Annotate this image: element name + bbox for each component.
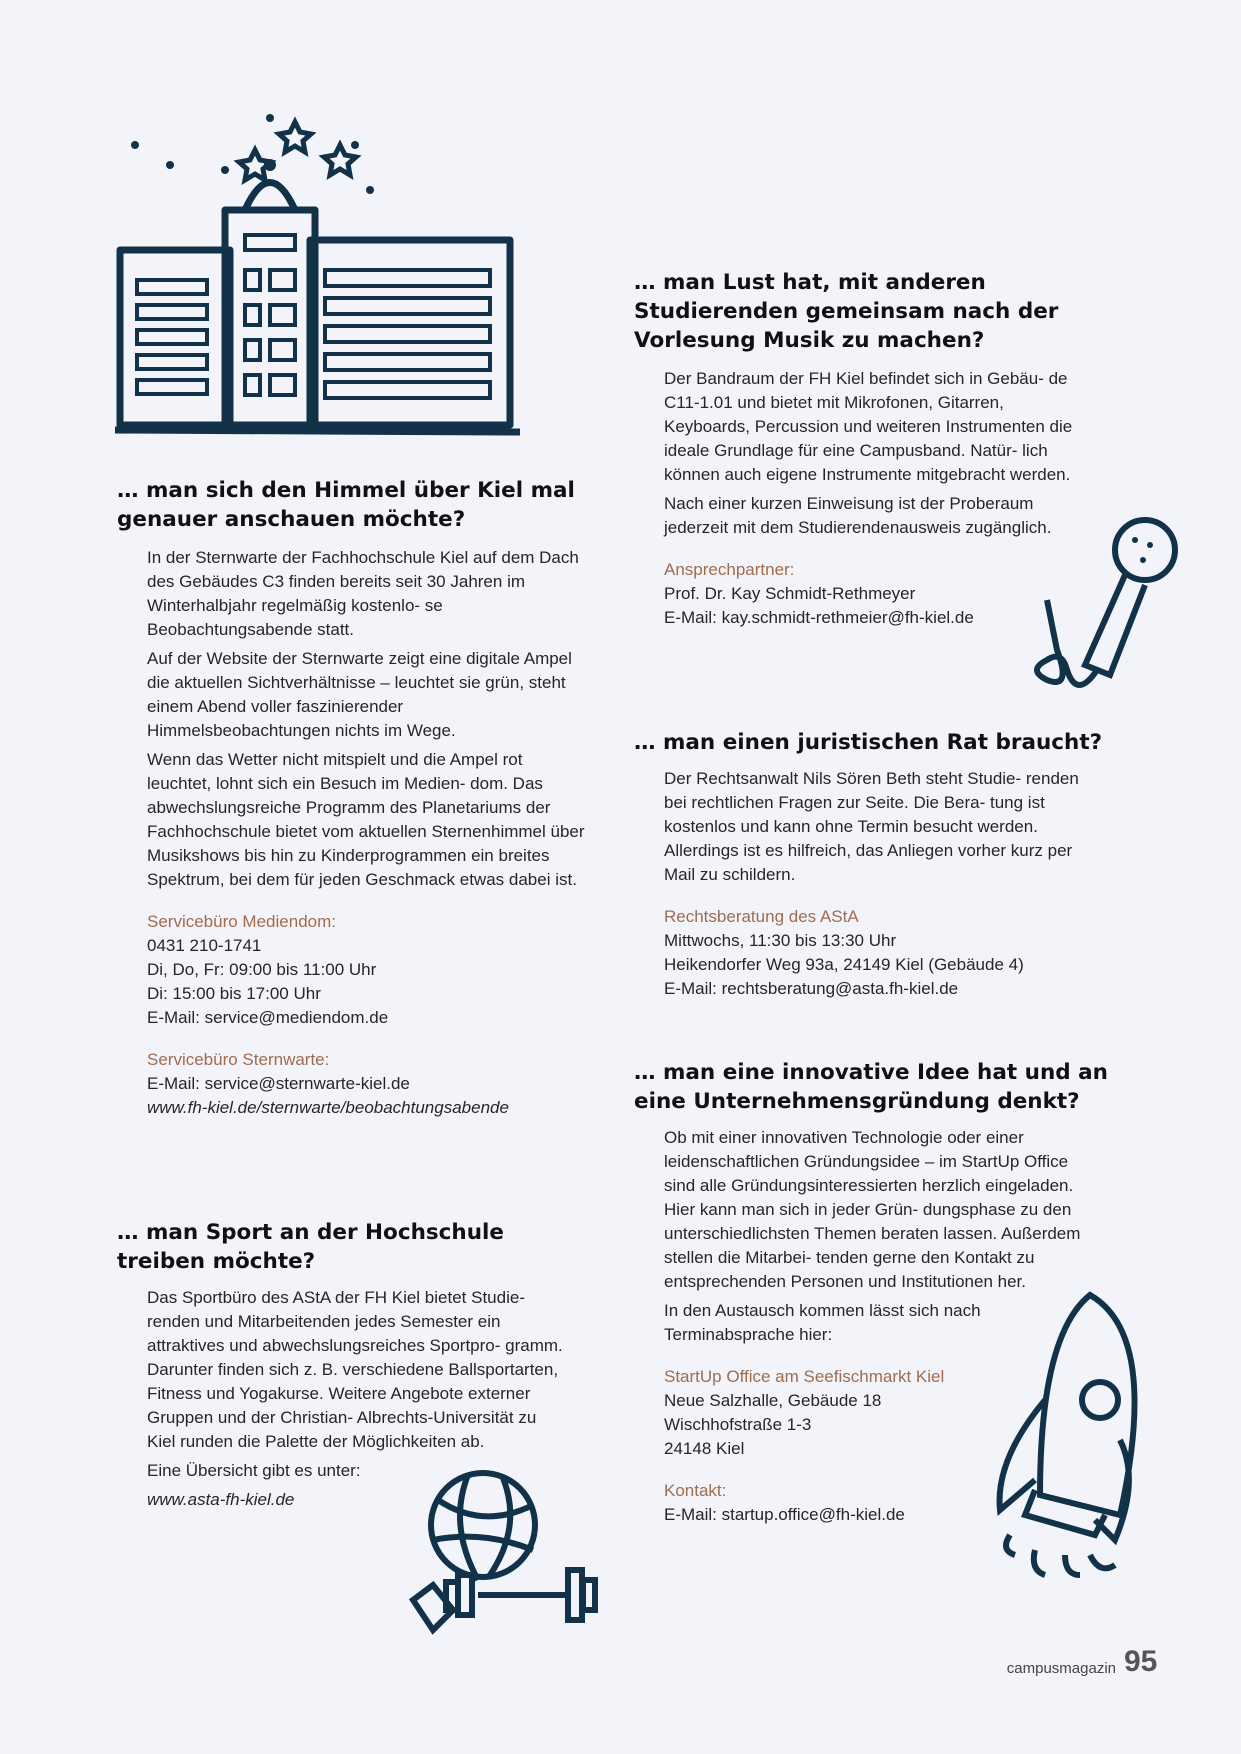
contact-hours: Di: 15:00 bis 17:00 Uhr <box>147 984 321 1003</box>
paragraph: Wenn das Wetter nicht mitspielt und die Ampel rot leuchtet, lohnt sich ein Besuch im Medien- dom. Das abwechslungsreiche Programm des Planetariums der Fachhochschule bietet vom aktuellen Sternenhimmel über Musikshows bis hin zu Kinderprogrammen ein breites Spektrum, bei dem für jeden Geschmack etwas dabei ist. <box>147 750 585 889</box>
website-link[interactable]: www.fh-kiel.de/sternwarte/beobachtungsabende <box>147 1098 509 1117</box>
sport-equipment-illustration <box>408 1470 623 1635</box>
paragraph: Auf der Website der Sternwarte zeigt eine digitale Ampel die aktuellen Sichtverhältnisse – leuchtet sie grün, steht einem Abend voller faszinierender Himmelsbeobachtungen nichts im Wege. <box>147 649 572 740</box>
section-heading: … man sich den Himmel über Kiel mal genauer anschauen möchte? <box>117 478 575 532</box>
contact-label: StartUp Office am Seefischmarkt Kiel <box>664 1367 945 1386</box>
page-number: 95 <box>1124 1645 1158 1678</box>
section-heading: … man einen juristischen Rat braucht? <box>634 730 1103 755</box>
contact-hours: Mittwochs, 11:30 bis 13:30 Uhr <box>664 931 897 950</box>
contact-email: E-Mail: service@sternwarte-kiel.de <box>147 1074 410 1093</box>
section-sternwarte <box>117 476 587 1120</box>
contact-label: Rechtsberatung des AStA <box>664 907 859 926</box>
contact-name: Prof. Dr. Kay Schmidt-Rethmeyer <box>664 584 916 603</box>
paragraph: Eine Übersicht gibt es unter: <box>147 1461 361 1480</box>
section-sport <box>117 1218 587 1512</box>
contact-address: 24148 Kiel <box>664 1439 745 1458</box>
section-heading: … man eine innovative Idee hat und an eine Unternehmensgründung denkt? <box>634 1060 1108 1114</box>
contact-address: Heikendorfer Weg 93a, 24149 Kiel (Gebäude 4) <box>664 955 1024 974</box>
rocket-illustration <box>990 1290 1170 1595</box>
contact-label: Servicebüro Mediendom: <box>147 912 336 931</box>
website-link[interactable]: www.asta-fh-kiel.de <box>147 1490 295 1509</box>
section-heading: … man Sport an der Hochschule treiben möchte? <box>117 1220 504 1274</box>
contact-label: Kontakt: <box>664 1481 727 1500</box>
contact-phone: 0431 210-1741 <box>147 936 262 955</box>
contact-email: E-Mail: rechtsberatung@asta.fh-kiel.de <box>664 979 959 998</box>
contact-email: E-Mail: kay.schmidt-rethmeier@fh-kiel.de <box>664 608 974 627</box>
contact-address: Wischhofstraße 1-3 <box>664 1415 812 1434</box>
observatory-illustration <box>115 110 525 440</box>
microphone-illustration <box>1025 515 1185 700</box>
contact-email: E-Mail: startup.office@fh-kiel.de <box>664 1505 905 1524</box>
magazine-label: campusmagazin <box>1006 1660 1116 1677</box>
contact-label: Ansprechpartner: <box>664 560 795 579</box>
contact-email: E-Mail: service@mediendom.de <box>147 1008 389 1027</box>
section-heading: … man Lust hat, mit anderen Studierenden gemeinsam nach der Vorlesung Musik zu machen? <box>634 270 1059 353</box>
paragraph: In den Austausch kommen lässt sich nach Terminabsprache hier: <box>664 1301 981 1344</box>
paragraph: In der Sternwarte der Fachhochschule Kiel auf dem Dach des Gebäudes C3 finden bereits seit 30 Jahren im Winterhalbjahr regelmäßig kostenlo- se Beobachtungsabende statt. <box>147 548 579 639</box>
contact-address: Neue Salzhalle, Gebäude 18 <box>664 1391 882 1410</box>
section-rechtsberatung <box>634 728 1124 1001</box>
paragraph: Das Sportbüro des AStA der FH Kiel bietet Studie- renden und Mitarbeitenden jedes Semester ein attraktives und abwechslungsreiches Sportpro- gramm. Darunter finden sich z. B. verschiedene Ballsportarten, Fitness und Yogakurse. Weitere Angebote externer Gruppen und der Christian- Albrechts-Universität zu Kiel runden die Palette der Möglichkeiten ab. <box>147 1288 563 1451</box>
paragraph: Der Rechtsanwalt Nils Sören Beth steht Studie- renden bei rechtlichen Fragen zur Seite. Die Bera- tung ist kostenlos und kann ohne Termin besucht werden. Allerdings ist es hilfreich, das Anliegen vorher kurz per Mail zu schildern. <box>664 769 1079 884</box>
paragraph: Der Bandraum der FH Kiel befindet sich in Gebäu- de C11-1.01 und bietet mit Mikrofonen, Gitarren, Keyboards, Percussion und weiteren Instrumenten die ideale Grundlage für eine Campusband. Natür- lich können auch eigene Instrumente mitgebracht werden. <box>664 369 1073 484</box>
paragraph: Nach einer kurzen Einweisung ist der Proberaum jederzeit mit dem Studierendenausweis zugänglich. <box>664 494 1052 537</box>
contact-hours: Di, Do, Fr: 09:00 bis 11:00 Uhr <box>147 960 377 979</box>
contact-label: Servicebüro Sternwarte: <box>147 1050 330 1069</box>
paragraph: Ob mit einer innovativen Technologie oder einer leidenschaftlichen Gründungsidee – im StartUp Office sind alle Gründungsinteressierten herzlich eingeladen. Hier kann man sich in jeder Grün- dungsphase zu den unterschiedlichsten Themen beraten lassen. Außerdem stellen die Mitarbei- tenden gerne den Kontakt zu entsprechenden Personen und Institutionen her. <box>664 1128 1081 1291</box>
